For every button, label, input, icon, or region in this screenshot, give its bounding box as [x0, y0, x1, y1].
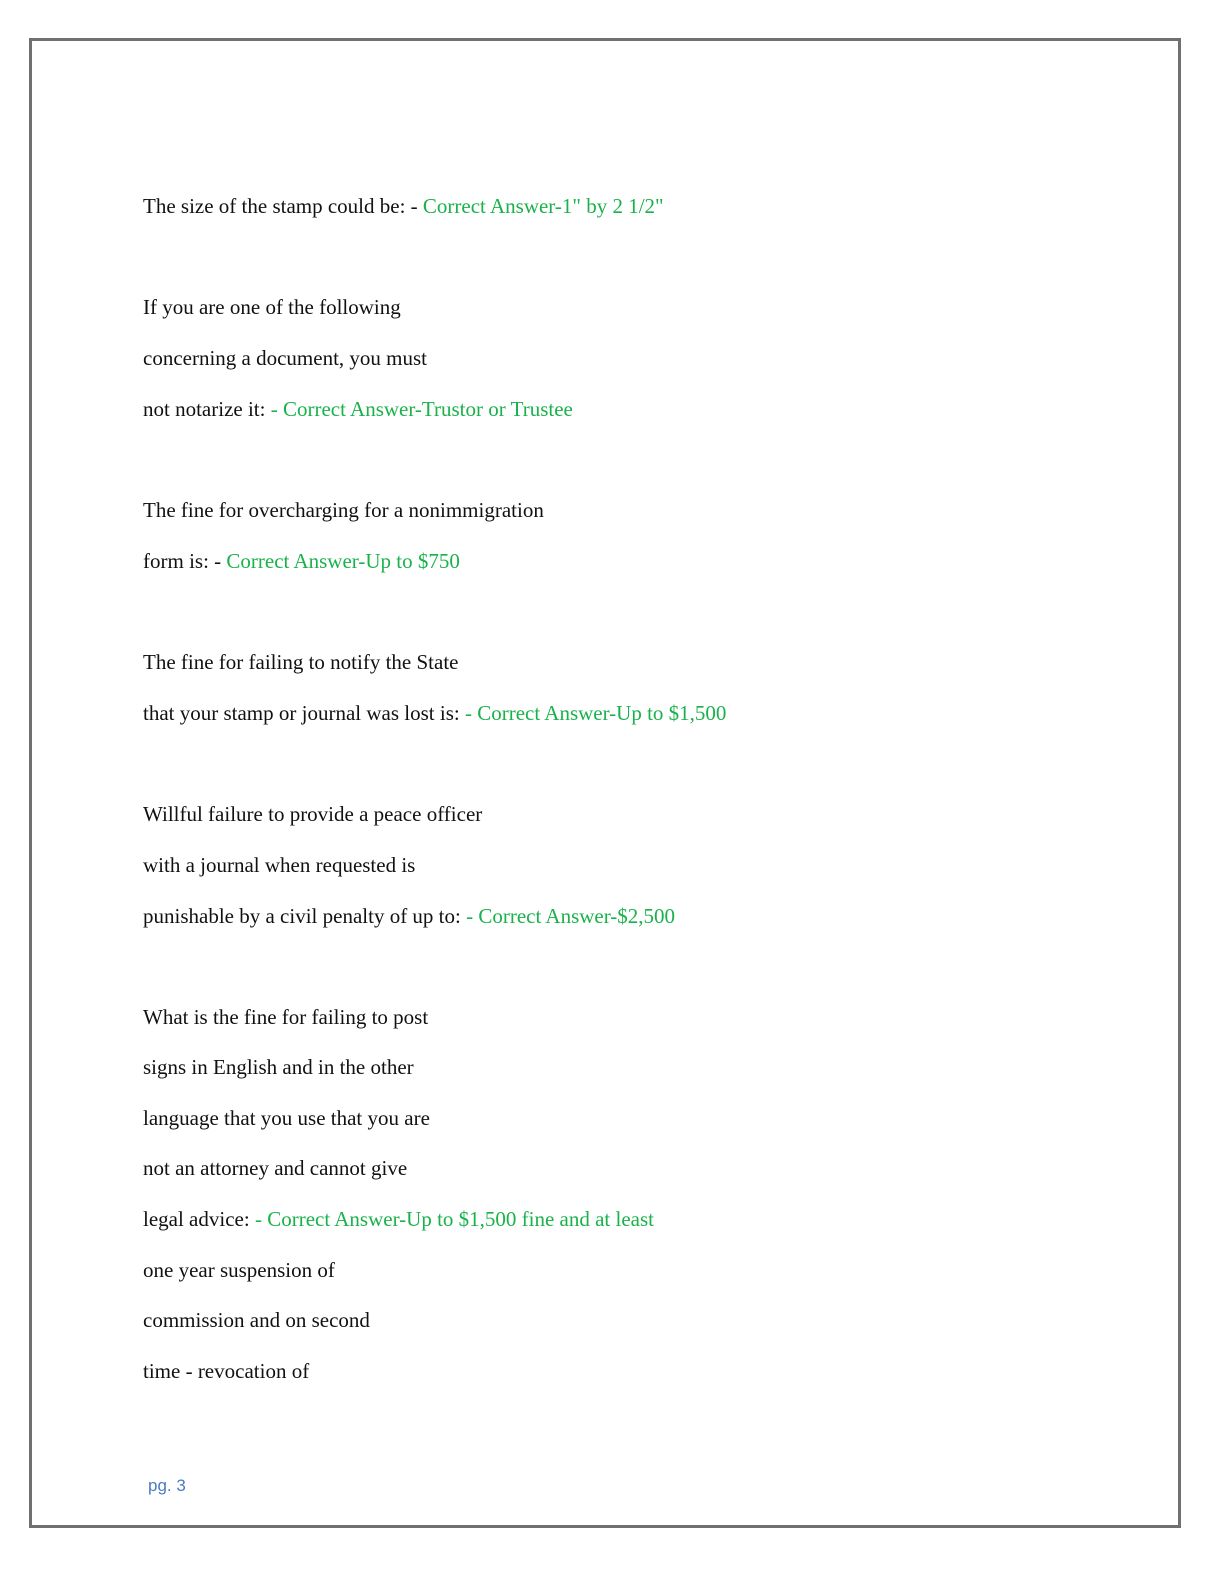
answer-text: - Correct Answer-Up to $1,500 fine and at least [249, 1207, 655, 1231]
answer-text: Correct Answer-Up to $750 [221, 549, 460, 573]
text-line [143, 906, 675, 927]
question-text: form is: - [143, 549, 222, 573]
question-text: signs in English and in the other [143, 1055, 414, 1079]
question-text: Willful failure to provide a peace officer [143, 802, 483, 826]
question-text: that your stamp or journal was lost is: [143, 701, 460, 725]
text-line [143, 1310, 370, 1331]
question-text: commission and on second [143, 1308, 370, 1332]
answer-text: - Correct Answer-Trustor or Trustee [265, 397, 573, 421]
question-text: punishable by a civil penalty of up to: [143, 904, 461, 928]
text-line [143, 500, 544, 521]
text-line [143, 1108, 430, 1129]
text-line [143, 1158, 407, 1179]
answer-text: - Correct Answer-$2,500 [460, 904, 676, 928]
question-text: not an attorney and cannot give [143, 1156, 408, 1180]
text-line [143, 551, 460, 572]
text-line [143, 855, 415, 876]
page-number: pg. 3 [148, 1476, 186, 1495]
text-line [143, 348, 427, 369]
answer-text: - Correct Answer-Up to $1,500 [459, 701, 727, 725]
question-text: The fine for overcharging for a nonimmigration [143, 498, 544, 522]
question-text: What is the fine for failing to post [143, 1005, 429, 1029]
answer-text: Correct Answer-1" by 2 1/2" [417, 194, 664, 218]
text-line [143, 1209, 654, 1230]
text-line [143, 1057, 414, 1078]
page-border [29, 38, 1181, 1528]
text-line [143, 196, 664, 217]
text-line [143, 652, 459, 673]
text-line [143, 1260, 335, 1281]
question-text: with a journal when requested is [143, 853, 416, 877]
question-text: not notarize it: [143, 397, 266, 421]
text-line [143, 703, 726, 724]
text-line [143, 297, 401, 318]
question-text: language that you use that you are [143, 1106, 430, 1130]
text-line [143, 804, 482, 825]
question-text: concerning a document, you must [143, 346, 428, 370]
question-text: The fine for failing to notify the State [143, 650, 459, 674]
question-text: one year suspension of [143, 1258, 335, 1282]
question-text: If you are one of the following [143, 295, 401, 319]
text-line [143, 1007, 428, 1028]
question-text: The size of the stamp could be: - [143, 194, 418, 218]
text-line [143, 1361, 309, 1382]
question-text: legal advice: [143, 1207, 250, 1231]
text-line [143, 399, 573, 420]
question-text: time - revocation of [143, 1359, 310, 1383]
